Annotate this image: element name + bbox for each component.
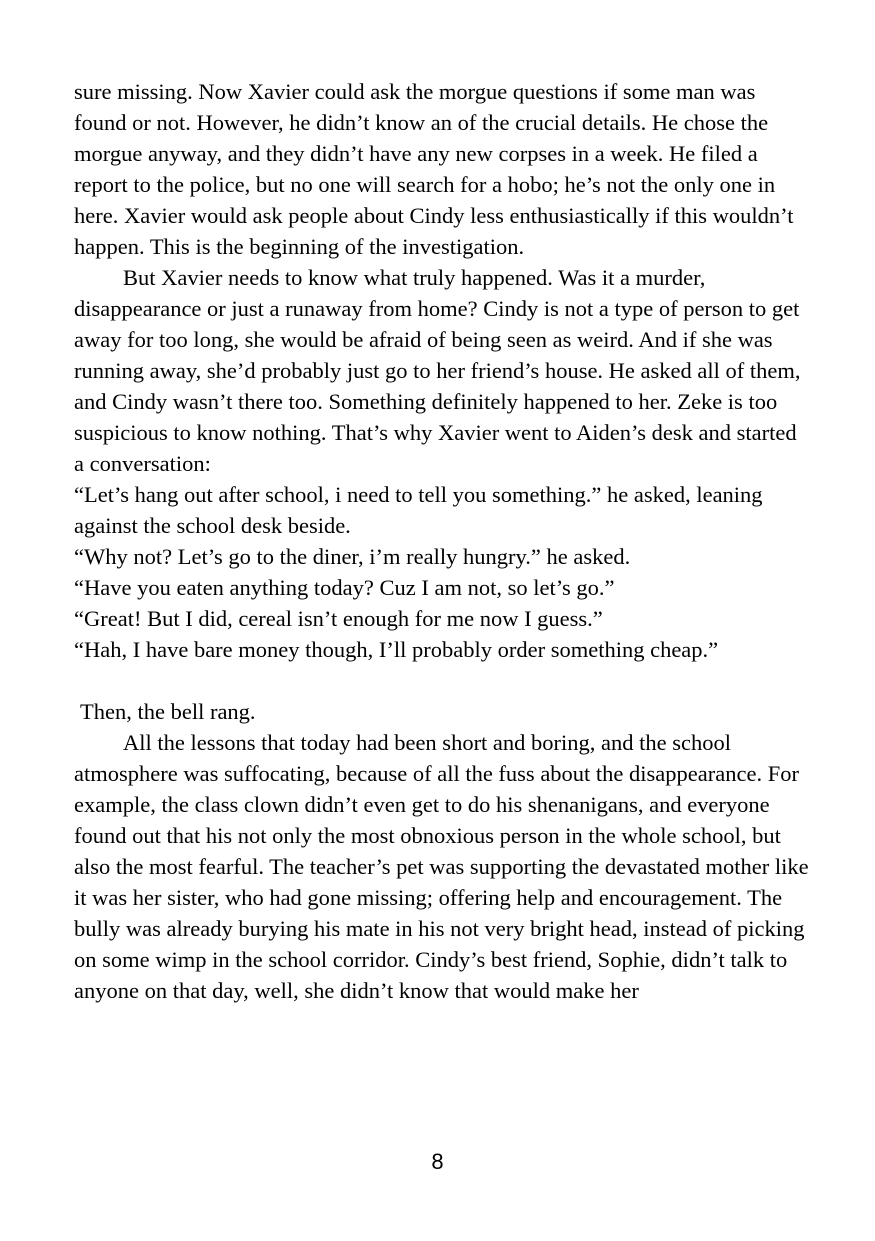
dialogue-line-2: “Why not? Let’s go to the diner, i’m really hungry.” he asked. <box>74 544 631 569</box>
dialogue-line-4: “Great! But I did, cereal isn’t enough for me now I guess.” <box>74 606 603 631</box>
dialogue-line-3: “Have you eaten anything today? Cuz I am not, so let’s go.” <box>74 575 615 600</box>
page-text-block <box>74 76 810 1006</box>
dialogue-line-1: “Let’s hang out after school, i need to tell you something.” he asked, leaning against the school desk beside. <box>74 482 763 538</box>
paragraph-lessons: All the lessons that today had been short and boring, and the school atmosphere was suffocating, because of all the fuss about the disappearance. For example, the class clown didn’t even get to do his shenanigans, and everyone found out that his not only the most obnoxious person in the whole school, but also the most fearful. The teacher’s pet was supporting the devastated mother like it was her sister, who had gone missing; offering help and encouragement. The bully was already burying his mate in his not very bright head, instead of picking on some wimp in the school corridor. Cindy’s best friend, Sophie, didn’t talk to anyone on that day, well, she didn’t know that would make her <box>74 730 809 1003</box>
dialogue-line-5: “Hah, I have bare money though, I’ll probably order something cheap.” <box>74 637 719 662</box>
paragraph-investigation: But Xavier needs to know what truly happened. Was it a murder, disappearance or just a runaway from home? Cindy is not a type of person to get away for too long, she would be afraid of being seen as weird. And if she was running away, she’d probably just go to her friend’s house. He asked all of them, and Cindy wasn’t there too. Something definitely happened to her. Zeke is too suspicious to know nothing. That’s why Xavier went to Aiden’s desk and started a conversation: <box>74 265 801 476</box>
page-number: 8 <box>431 1149 444 1174</box>
paragraph-continuation: sure missing. Now Xavier could ask the morgue questions if some man was found or not. However, he didn’t know an of the crucial details. He chose the morgue anyway, and they didn’t have any new corpses in a week. He filed a report to the police, but no one will search for a hobo; he’s not the only one in here. Xavier would ask people about Cindy less enthusiastically if this wouldn’t happen. This is the beginning of the investigation. <box>74 79 794 259</box>
paragraph-bell-rang: Then, the bell rang. <box>80 699 256 724</box>
